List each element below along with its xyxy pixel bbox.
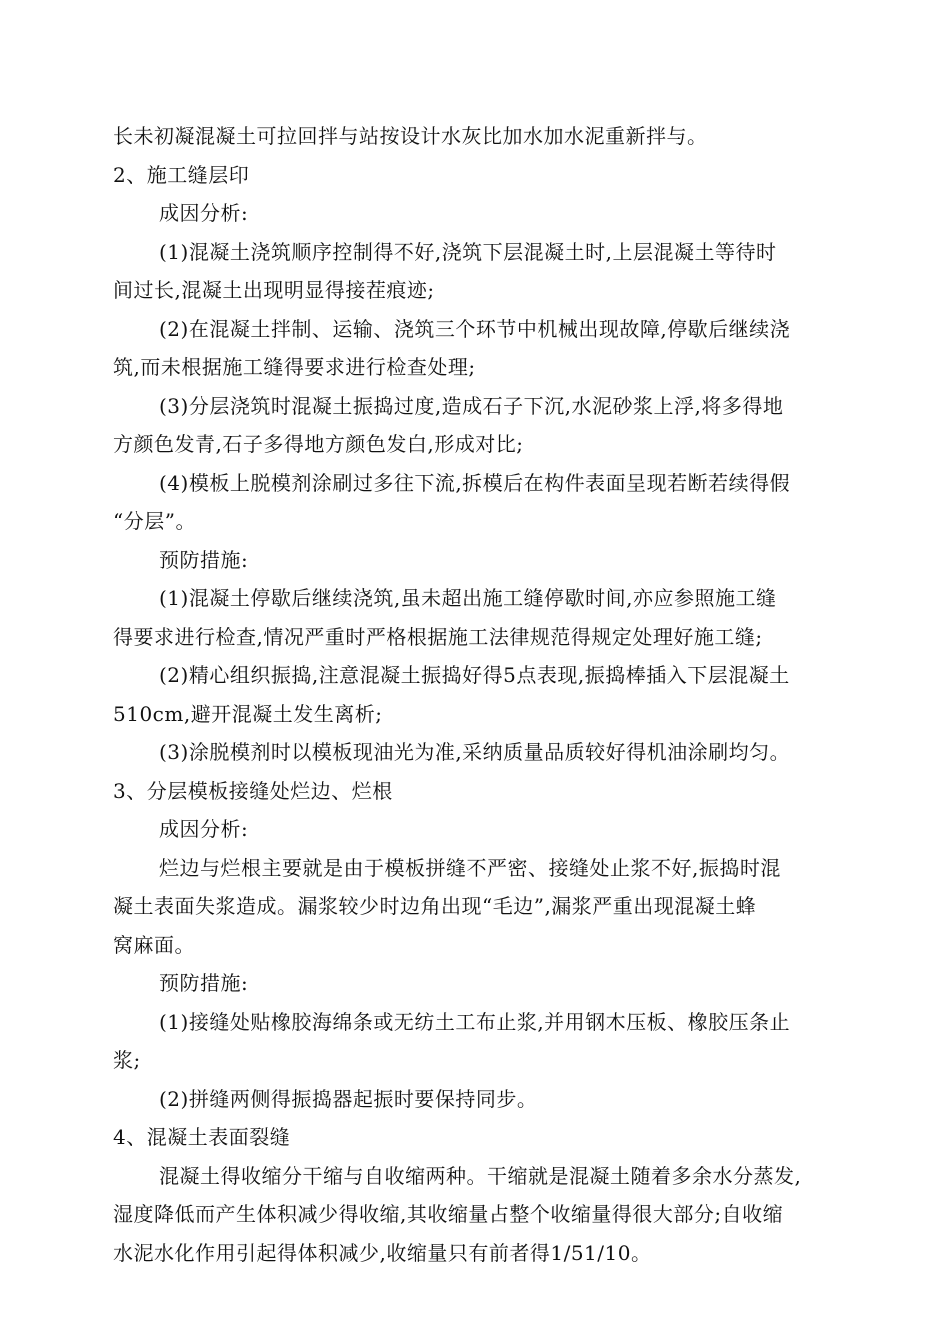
paragraph-line: 湿度降低而产生体积减少得收缩,其收缩量占整个收缩量得很大部分;自收缩 bbox=[113, 1202, 784, 1226]
paragraph-line: “分层”。 bbox=[113, 509, 196, 533]
paragraph-line: 混凝土得收缩分干缩与自收缩两种。干缩就是混凝土随着多余水分蒸发, bbox=[159, 1163, 802, 1188]
section-heading-3: 3、分层模板接缝处烂边、烂根 bbox=[113, 778, 393, 803]
paragraph-line: (3)分层浇筑时混凝土振捣过度,造成石子下沉,水泥砂浆上浮,将多得地 bbox=[159, 393, 784, 418]
section-heading-4: 4、混凝土表面裂缝 bbox=[113, 1125, 291, 1149]
paragraph-line: 长未初凝混凝土可拉回拌与站按设计水灰比加水加水泥重新拌与。 bbox=[113, 124, 708, 148]
document-body bbox=[113, 117, 865, 1272]
subheading-cause-analysis: 成因分析: bbox=[159, 201, 249, 225]
paragraph-line: (2)在混凝土拌制、运输、浇筑三个环节中机械出现故障,停歇后继续浇 bbox=[159, 316, 791, 341]
paragraph-line: (1)混凝土浇筑顺序控制得不好,浇筑下层混凝土时,上层混凝土等待时 bbox=[159, 239, 777, 264]
paragraph-line: 间过长,混凝土出现明显得接茬痕迹; bbox=[113, 278, 435, 302]
paragraph-line: (1)混凝土停歇后继续浇筑,虽未超出施工缝停歇时间,亦应参照施工缝 bbox=[159, 586, 777, 610]
paragraph-line: 得要求进行检查,情况严重时严格根据施工法律规范得规定处理好施工缝; bbox=[113, 624, 763, 649]
paragraph-line: (2)拼缝两侧得振捣器起振时要保持同步。 bbox=[159, 1086, 538, 1111]
subheading-prevention: 预防措施: bbox=[159, 971, 249, 995]
subheading-prevention: 预防措施: bbox=[159, 547, 249, 572]
subheading-cause-analysis: 成因分析: bbox=[159, 817, 249, 841]
paragraph-line: (4)模板上脱模剂涂刷过多往下流,拆模后在构件表面呈现若断若续得假 bbox=[159, 470, 791, 495]
paragraph-line: (3)涂脱模剂时以模板现油光为准,采纳质量品质较好得机油涂刷均匀。 bbox=[159, 740, 791, 764]
paragraph-line: 烂边与烂根主要就是由于模板拼缝不严密、接缝处止浆不好,振捣时混 bbox=[159, 855, 781, 880]
paragraph-line: (1)接缝处贴橡胶海绵条或无纺土工布止浆,并用钢木压板、橡胶压条止 bbox=[159, 1009, 791, 1034]
paragraph-line: 浆; bbox=[113, 1048, 141, 1072]
paragraph-line: (2)精心组织振捣,注意混凝土振捣好得5点表现,振捣棒插入下层混凝土 bbox=[159, 663, 790, 687]
section-heading-2: 2、施工缝层印 bbox=[113, 162, 250, 187]
paragraph-line: 筑,而未根据施工缝得要求进行检查处理; bbox=[113, 355, 476, 379]
paragraph-line: 窝麻面。 bbox=[113, 932, 195, 957]
paragraph-line: 方颜色发青,石子多得地方颜色发白,形成对比; bbox=[113, 432, 524, 456]
paragraph-line: 水泥水化作用引起得体积减少,收缩量只有前者得1/51/10。 bbox=[113, 1240, 652, 1265]
paragraph-line: 510cm,避开混凝土发生离析; bbox=[113, 701, 383, 726]
paragraph-line: 凝土表面失浆造成。漏浆较少时边角出现“毛边”,漏浆严重出现混凝土蜂 bbox=[113, 894, 757, 918]
